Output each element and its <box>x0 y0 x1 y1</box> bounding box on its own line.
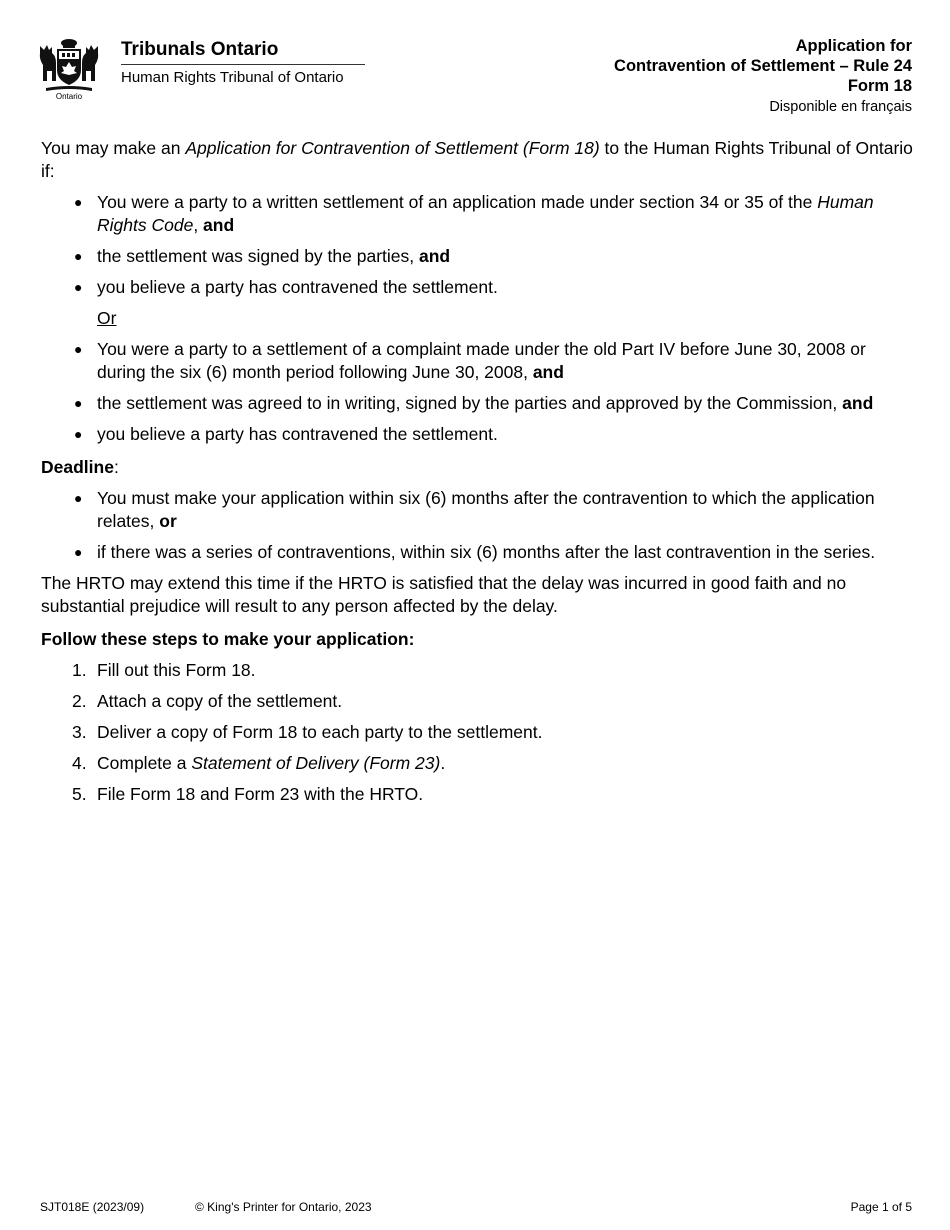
copyright-notice: © King's Printer for Ontario, 2023 <box>195 1200 372 1214</box>
form-title-line1: Application for <box>795 37 912 55</box>
step-item: 2. Attach a copy of the settlement. <box>72 691 343 711</box>
code-name: Human Rights Code <box>97 192 874 235</box>
intro-paragraph <box>41 137 913 183</box>
form-title-block <box>492 36 912 117</box>
steps-heading: Follow these steps to make your application: <box>41 629 415 649</box>
organization-block <box>121 38 365 87</box>
organization-title: Tribunals Ontario <box>121 39 279 60</box>
deadline-extension-paragraph: The HRTO may extend this time if the HRTO is satisfied that the delay was incurred in good faith and no substantial prejudice will result to any person affected by the delay. <box>41 573 847 616</box>
page-header <box>36 36 912 115</box>
organization-divider <box>121 64 365 65</box>
french-availability-note: Disponible en français <box>769 99 912 115</box>
ontario-coat-of-arms-icon <box>36 36 102 104</box>
list-item: ● You must make your application within six (6) months after the contravention to which the application relates, or <box>41 487 913 533</box>
step-item: 4. Complete a Statement of Delivery (Form 23). <box>72 753 446 773</box>
deadline-heading: Deadline: <box>41 457 119 477</box>
list-item: ● You were a party to a written settlement of an application made under section 34 or 35 of the Human Rights Code, and <box>41 191 913 237</box>
or-separator: Or <box>97 308 117 328</box>
list-item: ● if there was a series of contraventions, within six (6) months after the last contravention in the series. <box>41 541 913 564</box>
list-item: ● you believe a party has contravened the settlement. <box>41 423 913 446</box>
organization-subtitle: Human Rights Tribunal of Ontario <box>121 69 344 86</box>
form-code: SJT018E (2023/09) <box>40 1200 145 1214</box>
conditions-list-b <box>41 338 913 446</box>
step-item: 3. Deliver a copy of Form 18 to each party to the settlement. <box>72 722 543 742</box>
intro-text: You may make an <box>41 138 186 158</box>
step-item: 5. File Form 18 and Form 23 with the HRTO. <box>72 784 424 804</box>
list-item: ● You were a party to a settlement of a complaint made under the old Part IV before June 30, 2008 or during the six (6) month period following June 30, 2008, and <box>41 338 913 384</box>
list-item: ● you believe a party has contravened the settlement. <box>41 276 913 299</box>
step-item: 1. Fill out this Form 18. <box>72 660 256 680</box>
form-title-line2: Contravention of Settlement – Rule 24 <box>614 57 912 75</box>
list-item: ● the settlement was signed by the parties, and <box>41 245 913 268</box>
instructions-body <box>41 137 913 814</box>
page-number: Page 1 of 5 <box>850 1200 912 1214</box>
statement-of-delivery-form-name: Statement of Delivery (Form 23) <box>191 753 441 773</box>
coat-of-arms-graphic <box>36 36 102 94</box>
list-item: ● the settlement was agreed to in writing, signed by the parties and approved by the Commission, and <box>41 392 913 415</box>
intro-form-name: Application for Contravention of Settlement (Form 18) <box>185 138 600 158</box>
deadline-list <box>41 487 913 564</box>
intro-text-end: to the Human Rights Tribunal of Ontario if: <box>41 138 913 181</box>
conditions-list-a <box>41 191 913 299</box>
steps-list <box>41 659 913 806</box>
form-number: Form 18 <box>847 77 912 95</box>
logo-caption: Ontario <box>55 92 83 101</box>
